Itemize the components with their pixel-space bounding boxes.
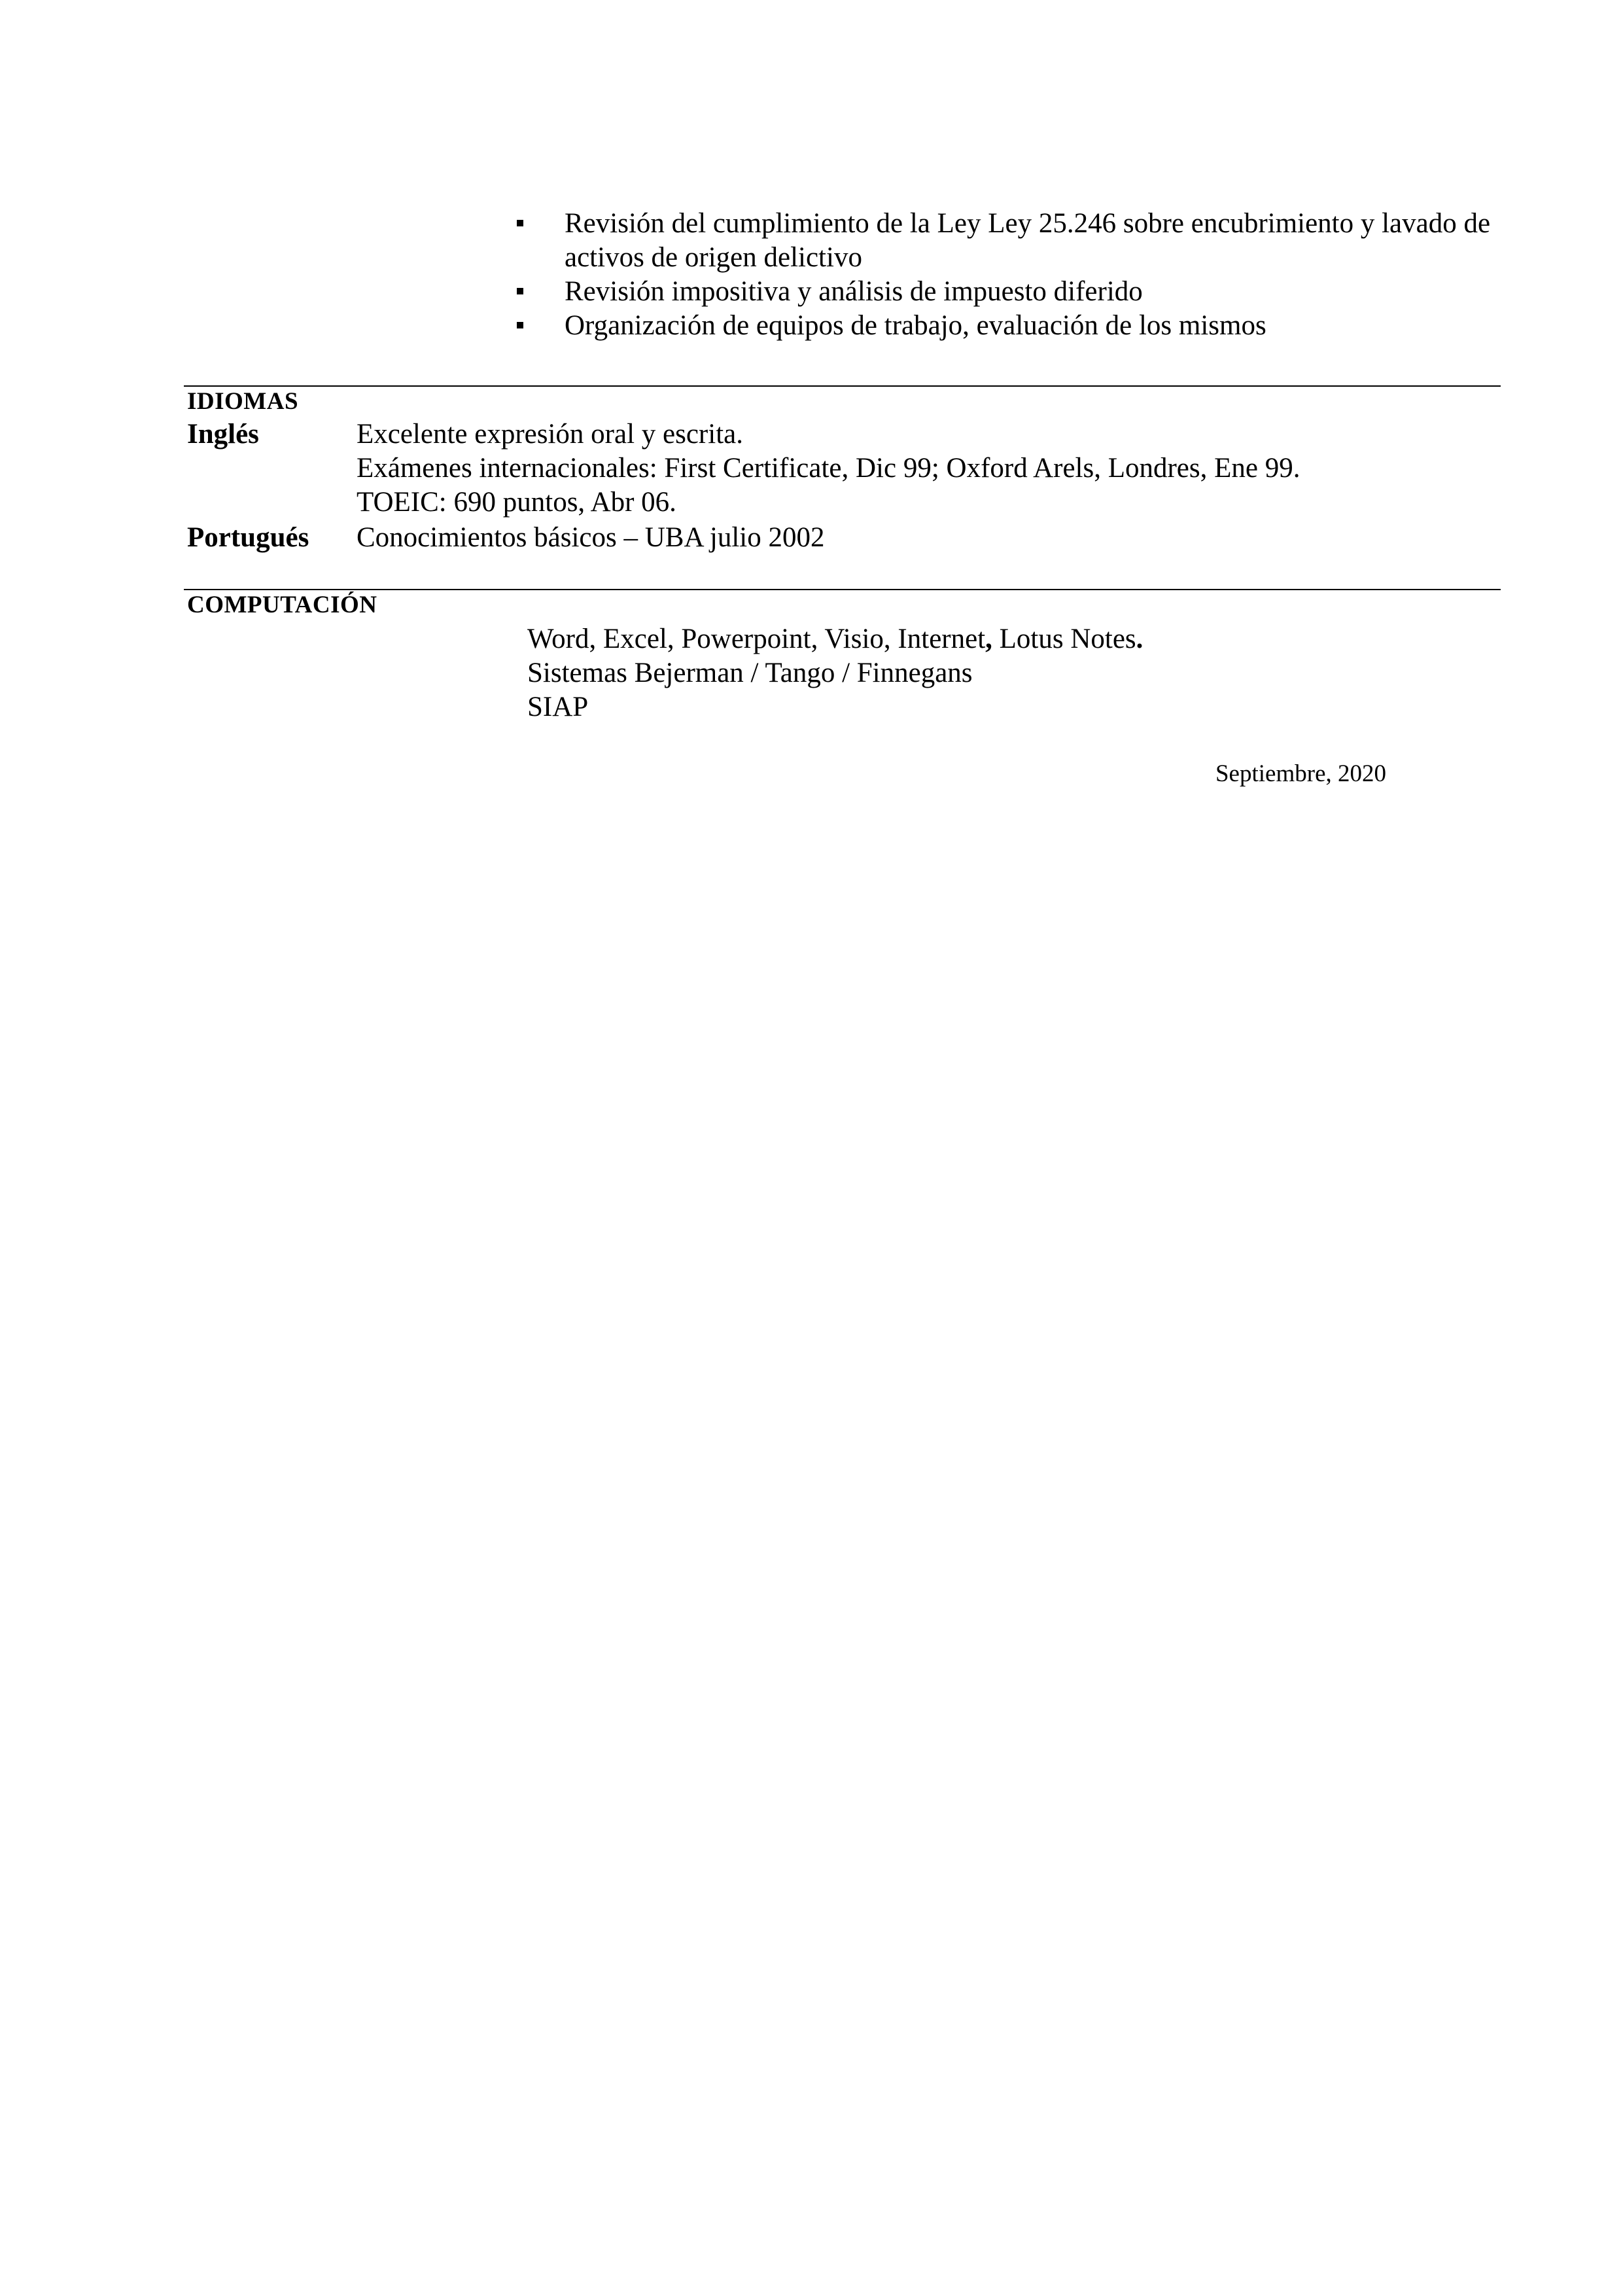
list-item [0, 207, 1500, 275]
language-details [357, 521, 1469, 555]
language-detail-line: Conocimientos básicos – UBA julio 2002 [357, 522, 825, 553]
bullet-text: Organización de equipos de trabajo, evaluación de los mismos [565, 310, 1266, 341]
bullet-text: Revisión del cumplimiento de la Ley Ley 25.246 sobre encubrimiento y lavado de activos de origen delictivo [565, 208, 1491, 273]
language-detail-line: Exámenes internacionales: First Certificate, Dic 99; Oxford Arels, Londres, Ene 99. [357, 453, 1300, 484]
section-heading-computacion: COMPUTACIÓN [187, 592, 377, 618]
language-detail-line: TOEIC: 690 puntos, Abr 06. [357, 487, 676, 518]
computing-skill-line: Sistemas Bejerman / Tango / Finnegans [527, 658, 973, 688]
list-item [0, 275, 1500, 309]
square-bullet-icon [517, 288, 523, 294]
language-name: Inglés [187, 419, 259, 450]
list-item [0, 309, 1500, 343]
computing-skill-line: SIAP [527, 692, 589, 722]
square-bullet-icon [517, 322, 523, 328]
language-details [357, 417, 1469, 520]
section-divider [184, 385, 1501, 387]
skill-text: Lotus Notes [992, 624, 1136, 654]
language-name: Portugués [187, 522, 309, 553]
bullet-text: Revisión impositiva y análisis de impuesto diferido [565, 276, 1143, 307]
experience-bullet-list [0, 207, 1623, 343]
square-bullet-icon [517, 220, 523, 226]
language-detail-line: Excelente expresión oral y escrita. [357, 419, 743, 450]
section-heading-idiomas: IDIOMAS [187, 388, 299, 415]
skill-text: Word, Excel, Powerpoint, Visio, Internet [527, 624, 986, 654]
computing-skill-line [527, 622, 1443, 656]
skill-separator: , [985, 624, 992, 654]
skill-terminator: . [1136, 624, 1143, 654]
computing-skills [527, 622, 1443, 724]
section-divider [184, 589, 1501, 590]
document-date: Septiembre, 2020 [1215, 760, 1386, 787]
